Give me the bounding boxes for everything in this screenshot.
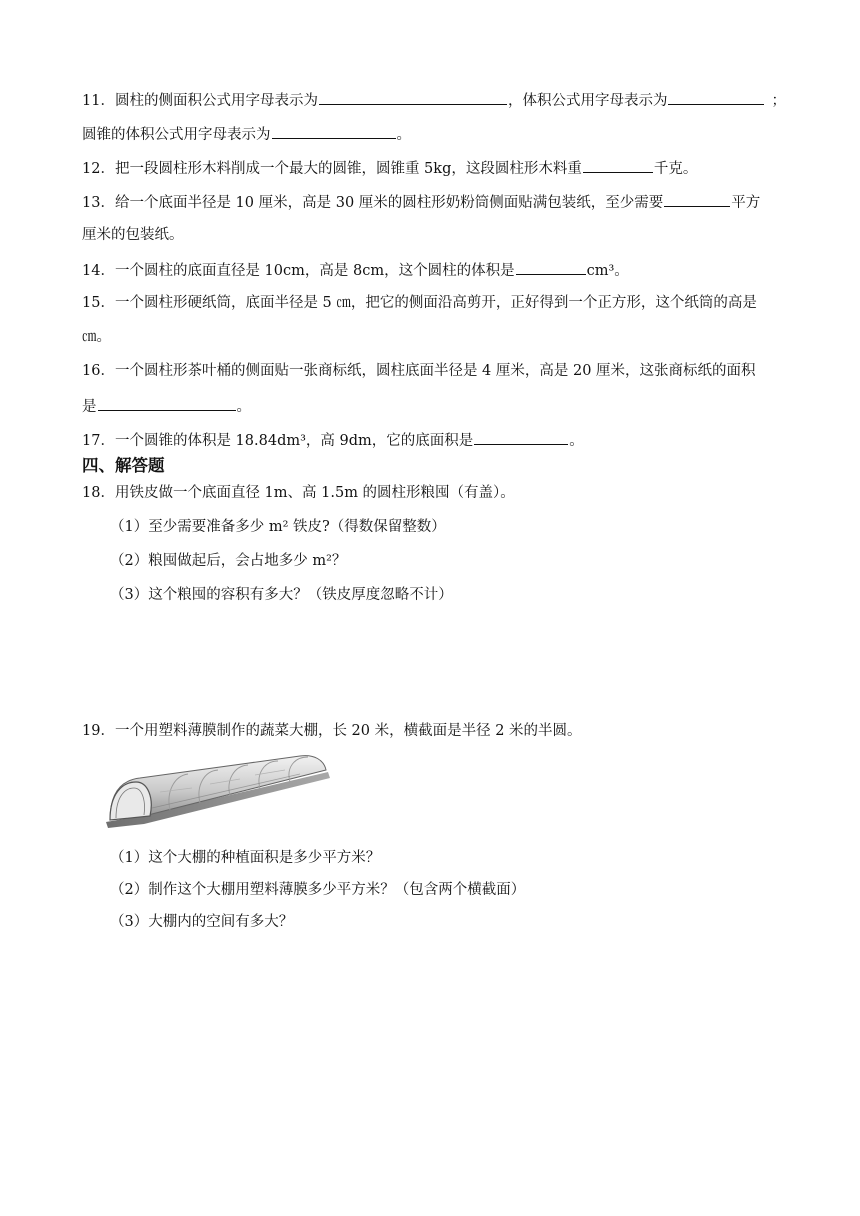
answer-blank bbox=[319, 89, 507, 105]
answer-blank bbox=[668, 89, 764, 105]
answer-blank bbox=[474, 429, 568, 445]
answer-blank bbox=[583, 157, 653, 173]
question-16-line-2 bbox=[82, 395, 251, 417]
question-18-sub-3: （3）这个粮囤的容积有多大？（铁皮厚度忽略不计） bbox=[110, 587, 453, 603]
question-11-line-2 bbox=[82, 123, 411, 145]
question-12-end: 千克。 bbox=[653, 161, 698, 177]
question-11-line-1 bbox=[82, 89, 786, 111]
question-19-sub-1: （1）这个大棚的种植面积是多少平方米？ bbox=[110, 850, 381, 866]
question-16-text-2: 是 bbox=[82, 399, 97, 415]
answer-blank bbox=[516, 259, 586, 275]
section-4-heading: 四、解答题 bbox=[82, 456, 165, 475]
question-18-sub-2: （2）粮囤做起后，会占地多少 m²？ bbox=[110, 553, 347, 569]
question-19-stem: 19．一个用塑料薄膜制作的蔬菜大棚，长 20 米，横截面是半径 2 米的半圆。 bbox=[82, 723, 582, 739]
question-11-text: 11．圆柱的侧面积公式用字母表示为 bbox=[82, 93, 318, 109]
answer-blank bbox=[98, 395, 236, 411]
question-11-text-3: 圆锥的体积公式用字母表示为 bbox=[82, 127, 271, 143]
greenhouse-illustration bbox=[100, 752, 332, 830]
question-14 bbox=[82, 259, 629, 281]
question-11-punct: ； bbox=[771, 93, 786, 109]
question-13-text: 13．给一个底面半径是 10 厘米，高是 30 厘米的圆柱形奶粉筒侧面贴满包装纸，至少需要 bbox=[82, 195, 664, 211]
question-11-end: 。 bbox=[396, 127, 411, 143]
question-14-end: cm³。 bbox=[586, 263, 629, 279]
question-14-text: 14．一个圆柱的底面直径是 10cm，高是 8cm，这个圆柱的体积是 bbox=[82, 263, 515, 279]
question-13-line-2: 厘米的包装纸。 bbox=[82, 227, 184, 243]
question-17-text: 17．一个圆锥的体积是 18.84dm³，高 9dm，它的底面积是 bbox=[82, 433, 474, 449]
question-19-sub-2: （2）制作这个大棚用塑料薄膜多少平方米？（包含两个横截面） bbox=[110, 882, 526, 898]
answer-blank bbox=[272, 123, 396, 139]
question-12-text: 12．把一段圆柱形木料削成一个最大的圆锥，圆锥重 5kg，这段圆柱形木料重 bbox=[82, 161, 582, 177]
question-19-sub-3: （3）大棚内的空间有多大？ bbox=[110, 914, 294, 930]
question-18-stem: 18．用铁皮做一个底面直径 1m、高 1.5m 的圆柱形粮囤（有盖）。 bbox=[82, 485, 515, 501]
question-11-text-2: ，体积公式用字母表示为 bbox=[507, 93, 668, 109]
question-17-end: 。 bbox=[569, 433, 584, 449]
question-18-sub-1: （1）至少需要准备多少 m² 铁皮?（得数保留整数） bbox=[110, 519, 446, 535]
answer-blank bbox=[664, 191, 730, 207]
question-16-line-1: 16．一个圆柱形茶叶桶的侧面贴一张商标纸，圆柱底面半径是 4 厘米，高是 20 厘米，这张商标纸的面积 bbox=[82, 363, 756, 379]
question-15-line-1: 15．一个圆柱形硬纸筒，底面半径是 5 ㎝，把它的侧面沿高剪开，正好得到一个正方形，这个纸筒的高是 bbox=[82, 295, 757, 311]
question-17 bbox=[82, 429, 584, 451]
question-12 bbox=[82, 157, 697, 179]
question-16-end: 。 bbox=[236, 399, 251, 415]
question-15-line-2: ㎝。 bbox=[82, 329, 111, 345]
question-13-line-1 bbox=[82, 191, 760, 213]
question-13-end: 平方 bbox=[731, 195, 761, 211]
